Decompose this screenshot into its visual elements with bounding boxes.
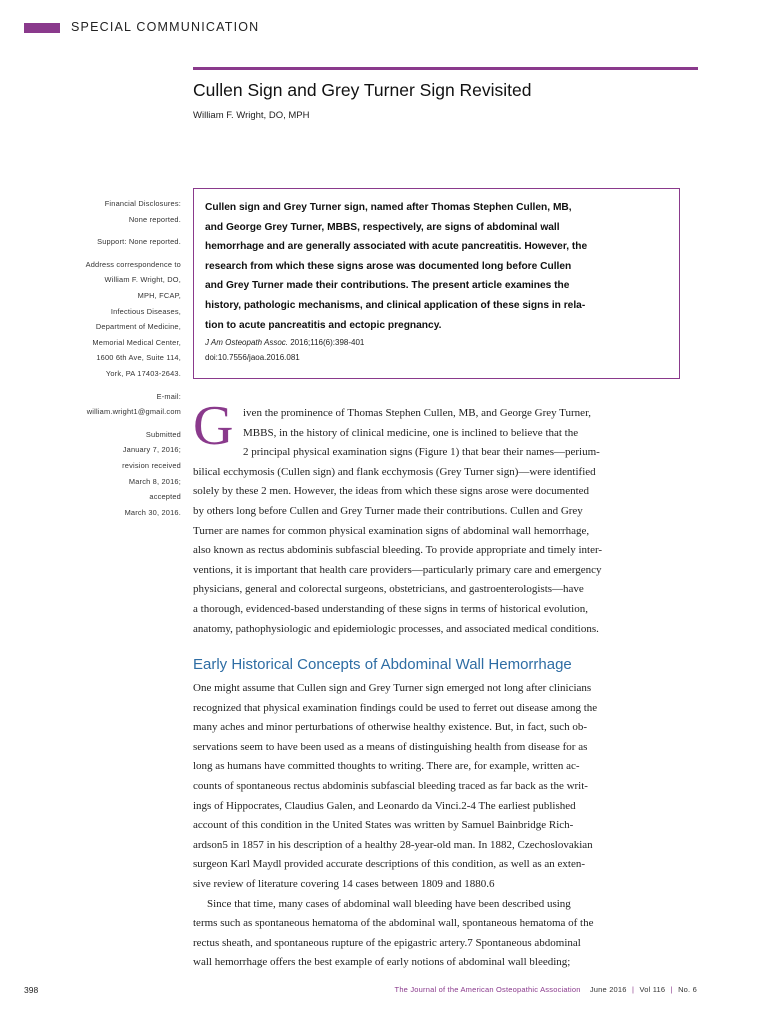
intro-line: solely by these 2 men. However, the ideas from which these signs arose were documented <box>193 485 590 498</box>
footer-space <box>583 985 588 994</box>
section-color-bar <box>24 23 60 33</box>
intro-line: also known as rectus abdominis subfascial bleeding. To provide appropriate and timely inter- <box>193 544 603 557</box>
footer-separator: | <box>631 985 635 994</box>
abstract-box <box>193 188 680 379</box>
body-line: servations seem to have been used as a means of distinguishing health from disease for as <box>193 740 588 753</box>
citation-journal: J Am Osteopath Assoc. <box>205 338 288 348</box>
citation-line <box>205 336 669 351</box>
sidebar-line: 1600 6th Ave, Suite 114, <box>96 353 181 363</box>
body-line: recognized that physical examination findings could be used to ferret out disease among the <box>193 701 598 714</box>
sidebar-line: William F. Wright, DO, <box>104 275 181 285</box>
intro-line: Turner are names for common physical examination signs of abdominal wall hemorrhage, <box>193 524 590 537</box>
volume: Vol 116 <box>639 985 666 994</box>
sidebar-line: Department of Medicine, <box>95 322 181 332</box>
sidebar-line: York, PA 17403-2643. <box>105 368 181 378</box>
section-paragraphs <box>193 679 698 973</box>
article-title: Cullen Sign and Grey Turner Sign Revisited <box>193 80 532 100</box>
citation-volume: 2016;116(6):398-401 <box>288 338 365 348</box>
body-line: Since that time, many cases of abdominal wall bleeding have been described using <box>207 897 571 910</box>
sidebar-line: Infectious Diseases, <box>110 306 181 316</box>
sidebar-line: Submitted <box>145 429 181 439</box>
abstract-line: tion to acute pancreatitis and ectopic pregnancy. <box>205 319 442 331</box>
body-line: rectus sheath, and spontaneous rupture of the epigastric artery.7 Spontaneous abdominal <box>193 936 581 949</box>
title-rule <box>193 67 698 70</box>
journal-footer <box>395 985 697 994</box>
doi-link[interactable]: doi:10.7556/jaoa.2016.081 <box>205 352 300 362</box>
intro-line: 2 principal physical examination signs (Figure 1) that bear their names—perium- <box>243 446 600 459</box>
abstract-line: hemorrhage and are generally associated with acute pancreatitis. However, the <box>205 241 588 253</box>
intro-paragraph <box>193 404 698 639</box>
body-line: surgeon Karl Maydl provided accurate descriptions of this condition, as well as an exten- <box>193 858 586 871</box>
body-line: sive review of literature covering 14 cases between 1809 and 1880.6 <box>193 877 495 890</box>
sidebar-line: Financial Disclosures: <box>104 199 181 208</box>
section-heading: Early Historical Concepts of Abdominal Wall Hemorrhage <box>193 656 572 673</box>
abstract-line: history, pathologic mechanisms, and clinical application of these signs in rela- <box>205 299 586 311</box>
abstract-line: Cullen sign and Grey Turner sign, named after Thomas Stephen Cullen, MB, <box>205 202 572 213</box>
intro-line: MBBS, in the history of clinical medicine, one is inclined to believe that the <box>243 426 579 439</box>
body-line: counts of spontaneous rectus abdominis subfascial bleeding traced as far back as the writ- <box>193 779 588 792</box>
article-author: William F. Wright, DO, MPH <box>193 110 310 121</box>
sidebar-notes <box>60 196 181 527</box>
page-number: 398 <box>24 985 39 995</box>
intro-line: physicians, general and colorectal surgeons, obstetricians, and gastroenterologists—have <box>193 583 584 596</box>
issue-number: No. 6 <box>678 985 697 994</box>
body-line: ardson5 in 1857 in his description of a healthy 28-year-old man. In 1882, Czechoslovakian <box>193 838 593 851</box>
journal-name: The Journal of the American Osteopathic Association <box>394 985 581 994</box>
drop-cap: G <box>193 395 234 457</box>
sidebar-line: Address correspondence to <box>85 259 181 269</box>
submission-dates <box>60 427 181 521</box>
support-note <box>60 234 181 250</box>
body-line: long as humans have committed thoughts to writing. There are, for example, written ac- <box>193 760 580 773</box>
email-note <box>60 389 181 420</box>
body-line: wall hemorrhage offers the best example of early notions of abdominal wall bleeding; <box>193 956 571 969</box>
sidebar-line: E-mail: <box>156 391 181 401</box>
body-line: account of this condition in the United States was written by Samuel Bainbridge Rich- <box>193 819 574 832</box>
financial-disclosures <box>60 196 181 227</box>
intro-line: iven the prominence of Thomas Stephen Cullen, MB, and George Grey Turner, <box>243 407 592 419</box>
body-line: terms such as spontaneous hematoma of the abdominal wall, spontaneous hematoma of the <box>193 917 594 930</box>
correspondence-address <box>60 257 181 382</box>
sidebar-line: None reported. <box>128 214 181 224</box>
section-label: SPECIAL COMMUNICATION <box>71 20 260 34</box>
intro-line: anatomy, pathophysiologic and epidemiologic processes, and associated medical conditions. <box>193 622 599 635</box>
abstract-text <box>205 198 669 335</box>
abstract-line: and Grey Turner made their contributions. The present article examines the <box>205 280 570 292</box>
intro-line: bilical ecchymosis (Cullen sign) and flank ecchymosis (Grey Turner sign)—were identified <box>193 465 596 478</box>
body-line: One might assume that Cullen sign and Grey Turner sign emerged not long after clinicians <box>193 682 592 694</box>
body-line: many aches and minor perturbations of otherwise healthy existence. But, in fact, such ob- <box>193 721 588 734</box>
intro-line: by others long before Cullen and Grey Turner made their contributions. Cullen and Grey <box>193 504 583 517</box>
email-link[interactable]: william.wright1@gmail.com <box>86 407 181 417</box>
sidebar-line: Support: None reported. <box>97 237 181 247</box>
sidebar-line: Memorial Medical Center, <box>92 337 181 347</box>
footer-separator: | <box>670 985 673 994</box>
body-line: ings of Hippocrates, Claudius Galen, and Leonardo da Vinci.2-4 The earliest published <box>193 799 576 812</box>
sidebar-line: MPH, FCAP, <box>137 290 181 300</box>
issue-date: June 2016 <box>589 985 627 994</box>
abstract-line: research from which these signs arose was documented long before Cullen <box>205 260 572 272</box>
citation <box>205 336 669 365</box>
sidebar-line: March 30, 2016. <box>124 507 181 517</box>
sidebar-line: January 7, 2016; <box>122 445 181 455</box>
intro-line: ventions, it is important that health care providers—particularly primary care and emergency <box>193 563 602 576</box>
intro-line: a thorough, evidenced-based understanding of these signs in terms of historical evolution, <box>193 602 588 615</box>
abstract-line: and George Grey Turner, MBBS, respectively, are signs of abdominal wall <box>205 221 560 233</box>
sidebar-line: March 8, 2016; <box>128 476 181 486</box>
sidebar-line: accepted <box>149 492 181 502</box>
sidebar-line: revision received <box>122 460 181 470</box>
